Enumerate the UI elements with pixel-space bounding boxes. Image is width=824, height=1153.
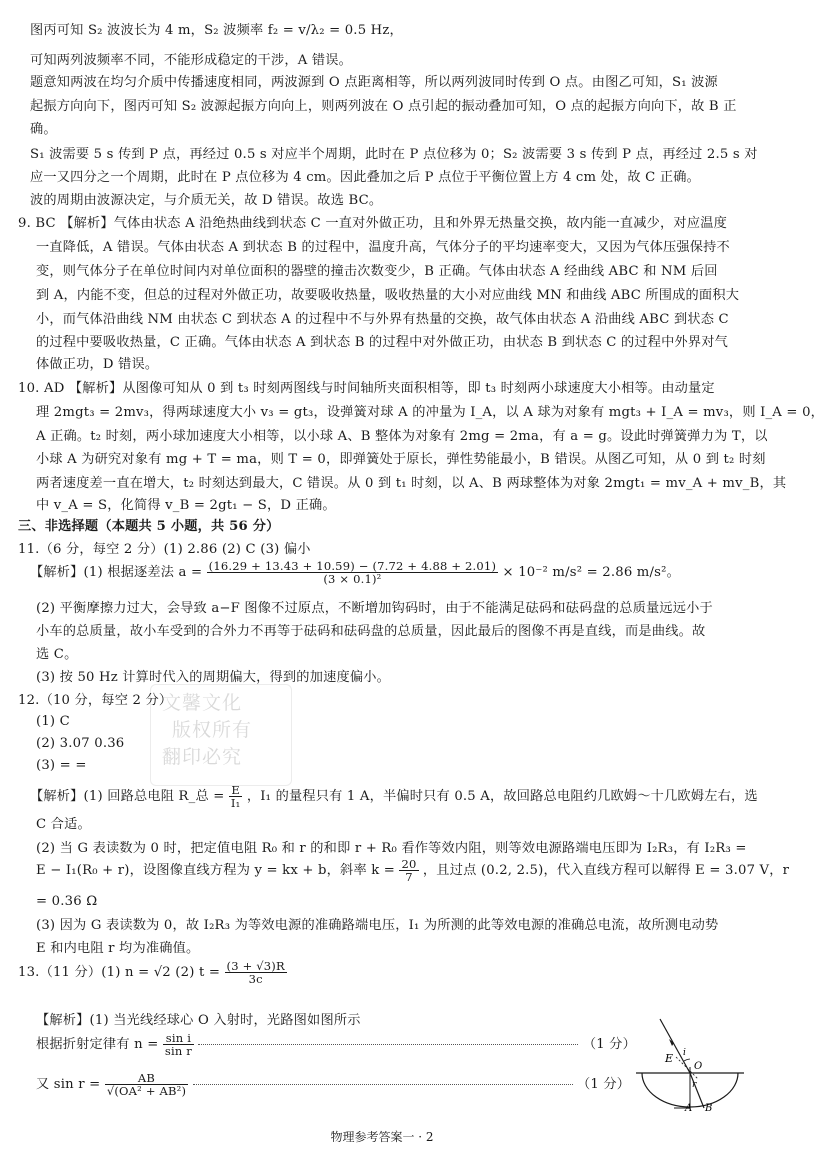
watermark-line: 翻印必究 [162,746,243,768]
fraction-denominator: I₁ [230,796,241,810]
q10-line: 小球 A 为研究对象有 mg + T = ma，则 T = 0，即弹簧处于原长，弹性势能最小，B 错误。从图乙可知，从 0 到 t₂ 时刻 [36,452,766,467]
q13-law [36,1030,636,1064]
text-line: 确。 [30,122,57,137]
q12-answer: (1) C [36,714,70,729]
text-line: 可知两列波频率不同，不能形成稳定的干涉，A 错误。 [30,53,353,68]
score-note: （1 分） [582,1037,636,1052]
text-line: 题意知两波在均匀介质中传播速度相同，两波源到 O 点距离相等，所以两列波同时传到 O 点。由图乙可知，S₁ 波源 [30,75,718,90]
watermark-line: 文馨文化 [162,692,243,714]
point-label: A [685,1103,693,1114]
q9-line: 小，而气体沿曲线 NM 由状态 C 到状态 A 的过程中不与外界有热量的交换，故气体由状态 A 沿曲线 ABC 到状态 C [36,312,729,327]
angle-i-arc [684,1059,690,1061]
q12-line: (2) 当 G 表读数为 0 时，把定值电阻 R₀ 和 r 的和即 r + R₀ 看作等效内阻，则等效电源路端电压即为 I₂R₃，有 I₂R₃ = [36,841,747,856]
q11-fraction [207,560,498,585]
fraction-numerator: sin i [163,1032,194,1045]
q9-line: 变，则气体分子在单位时间内对单位面积的器壁的撞击次数变少，B 正确。气体由状态 A 经曲线 ABC 和 NM 后回 [36,264,718,279]
fraction-numerator: E [229,784,243,797]
text-line: S₁ 波需要 5 s 传到 P 点，再经过 0.5 s 对应半个周期，此时在 P 点位移为 0；S₂ 波需要 3 s 传到 P 点，再经过 2.5 s 对 [30,147,758,162]
fraction-numerator: (16.29 + 13.43 + 10.59) − (7.72 + 4.88 + 2.01) [208,559,497,573]
q11-formula [30,558,746,592]
q9-line: 体做正功，D 错误。 [36,357,159,372]
fraction-numerator: AB [105,1072,188,1085]
fraction-numerator: 20 [401,857,417,871]
q12-formula-2 [36,856,790,890]
q10-line: 理 2mgt₃ = 2mv₃，得两球速度大小 v₃ = gt₃，设弹簧对球 A 的冲量为 I_A，以 A 球为对象有 mgt₃ + I_A = mv₃，则 I_A = 0， [36,405,824,420]
q13-head [18,958,614,992]
q9-line: 9. BC 【解析】气体由状态 A 沿绝热曲线到状态 C 一直对外做正功，且和外界无热量交换，故内能一直减少，对应温度 [18,216,727,231]
q12-answer: (2) 3.07 0.36 [36,736,125,751]
q11-formula-pre: 【解析】(1) 根据逐差法 a = [30,565,203,580]
page-footer: 物理参考答案一 · 2 [330,1130,434,1144]
fraction-denominator: sin r [164,1044,192,1058]
score-note: （1 分） [576,1077,631,1092]
q13-line: 【解析】(1) 当光线经球心 O 入射时，光路图如图所示 [36,1013,361,1028]
text-line: 起振方向向下，图丙可知 S₂ 波源起振方向向上，则两列波在 O 点引起的振动叠加可知，O 点的起振方向向下，故 B 正 [30,99,737,114]
q11-formula-post: × 10⁻² m/s² = 2.86 m/s²。 [502,565,680,580]
leader-dots [198,1044,578,1045]
q13-law-fraction [163,1032,194,1057]
text-line: 波的周期由波源决定，与介质无关，故 D 错误。故选 BC。 [30,193,383,208]
text-line: 应一又四分之一个周期，此时在 P 点位移为 4 cm。因此叠加之后 P 点位于平衡位置上方 4 cm 处，故 C 正确。 [30,170,701,185]
fraction-denominator: (3 × 0.1)² [323,572,382,586]
q12-answer: (3) = = [36,758,87,773]
q12-line: E 和内电阻 r 均为准确值。 [36,941,200,956]
q12-formula-post: ，I₁ 的量程只有 1 A，半偏时只有 0.5 A，故回路总电阻约几欧姆～十几欧姆左右，选 [246,789,758,804]
q12-line: (3) 因为 G 表读数为 0，故 I₂R₃ 为等效电源的准确路端电压，I₁ 为所测的此等效电源的准确总电流，故所测电动势 [36,918,719,933]
optics-diagram [632,1017,747,1112]
q13-sinr-fraction [105,1072,188,1097]
q13-law-pre: 根据折射定律有 n = [36,1037,159,1052]
fraction-denominator: 7 [405,870,413,884]
q12-formula-pre: 【解析】(1) 回路总电阻 R_总 = [30,789,225,804]
q11-head: 11.（6 分，每空 2 分）(1) 2.86 (2) C (3) 偏小 [18,542,311,557]
q11-line: 小车的总质量，故小车受到的合外力不再等于砝码和砝码盘的总质量，因此最后的图像不再是直线，而是曲线。故 [36,624,706,639]
q10-line: 10. AD 【解析】从图像可知从 0 到 t₃ 时刻两图线与时间轴所夹面积相等，即 t₃ 时刻两小球速度大小相等。由动量定 [18,381,715,396]
angle-label: i [683,1048,686,1058]
point-label: B [705,1103,713,1114]
q12-formula2-pre: E − I₁(R₀ + r)，设图像直线方程为 y = kx + b，斜率 k = [36,863,396,878]
q12-formula2-post: ，且过点 (0.2, 2.5)，代入直线方程可以解得 E = 3.07 V，r [422,863,790,878]
q9-line: 到 A，内能不变，但总的过程对外做正功，故要吸收热量，吸收热量的大小对应曲线 MN 和曲线 ABC 所围成的面积大 [36,288,740,303]
fraction-numerator: (3 + √3)R [226,959,285,973]
point-label: O [694,1061,703,1072]
text-line: 图丙可知 S₂ 波波长为 4 m，S₂ 波频率 f₂ = v/λ₂ = 0.5 Hz， [30,23,403,38]
section-heading: 三、非选择题（本题共 5 小题，共 56 分） [18,519,280,534]
q9-line: 的过程中要吸收热量，C 正确。气体由状态 A 到状态 B 的过程中对外做正功，由状态 B 到状态 C 的过程中外界对气 [36,335,729,350]
point-label: E [665,1052,674,1065]
q12-fraction [229,784,243,809]
q12-slope-fraction [399,858,418,883]
q11-line: 选 C。 [36,647,78,662]
q12-formula [30,782,758,816]
q11-line: (3) 按 50 Hz 计算时代入的周期偏大，得到的加速度偏小。 [36,670,391,685]
q12-line: = 0.36 Ω [36,894,98,909]
q12-line: C 合适。 [36,817,91,832]
leader-dots [193,1084,573,1085]
q11-line: (2) 平衡摩擦力过大，会导致 a−F 图像不过原点，不断增加钩码时，由于不能满足砝码和砝码盘的总质量远远小于 [36,601,713,616]
angle-label: r [692,1080,697,1090]
fraction-denominator: 3c [248,972,263,986]
q10-line: A 正确。t₂ 时刻，两小球加速度大小相等，以小球 A、B 整体为对象有 2mg = 2ma，有 a = g。设此时弹簧弹力为 T，以 [36,429,768,444]
q10-line: 中 v_A = S，化简得 v_B = 2gt₁ − S，D 正确。 [36,498,336,513]
watermark-line: 版权所有 [172,719,253,741]
q10-line: 两者速度差一直在增大，t₂ 时刻达到最大，C 错误。从 0 到 t₁ 时刻，以 A、B 两球整体为对象 2mgt₁ = mv_A + mv_B，其 [36,476,787,491]
q9-line: 一直降低，A 错误。气体由状态 A 到状态 B 的过程中，温度升高，气体分子的平均速率变大，又因为气体压强保持不 [36,240,730,255]
q12-head: 12.（10 分，每空 2 分） [18,693,173,708]
q13-sinr-pre: 又 sin r = [36,1077,101,1092]
fraction-denominator: √(OA² + AB²) [106,1084,187,1098]
q13-time-fraction [225,960,287,985]
q13-head-pre: 13.（11 分）(1) n = √2 (2) t = [18,965,221,980]
q13-sinr [36,1068,631,1108]
